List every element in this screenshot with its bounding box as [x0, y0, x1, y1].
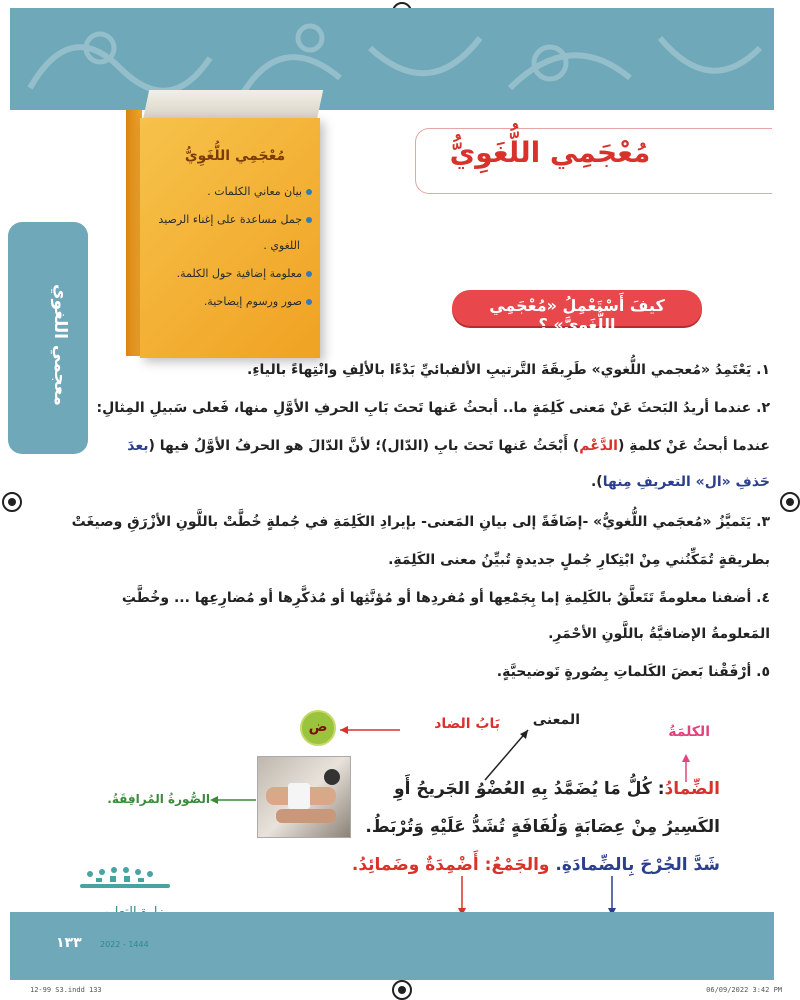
point-2c-end: ).: [590, 474, 603, 490]
book-item-text: بيان معاني الكلمات .: [207, 185, 302, 198]
page-number: ١٣٣: [56, 935, 82, 951]
definition-line-2: الكَسِيرُ مِنْ عِصَابَةٍ وَلُفَافَةٍ تُشَدُّ عَلَيْهِ وَتُرْبَطُ.: [365, 817, 720, 837]
registration-mark-left: [2, 492, 22, 512]
word-label: الكلمَةُ: [668, 724, 710, 740]
bandage-hands-icon: [258, 757, 350, 837]
point-2b: [30, 432, 770, 460]
point-2b-start: عندما أبحثُ عَنْ كلمةِ (: [617, 438, 770, 454]
section-heading: كيفَ أَسْتَعْمِلُ «مُعْجَمِي اللُّغَوِيَّ» ؟: [489, 296, 665, 334]
point-5: ٥. أرْفَقْنا بَعضَ الكَلماتِ بِصُورةٍ تَوضيحيَّةٍ.: [496, 664, 770, 680]
point-2b-note: بعدَ: [127, 438, 149, 454]
book-item: [150, 238, 312, 254]
calligraphy-pattern-icon: [10, 8, 774, 110]
point-3b: بطريقةٍ تُمَكِّنُني مِنْ ابْتِكارِ جُملٍ جديدةٍ تُبيِّنُ معنى الكَلِمَةِ.: [388, 552, 770, 568]
book-pages: [143, 90, 323, 120]
bullet-icon: [306, 189, 312, 195]
book-title: مُعْجَمِي اللُّغَوِيُّ: [184, 148, 286, 164]
page-title: مُعْجَمِي اللُّغَوِيُّ: [449, 136, 651, 169]
point-2b-mid: ) أَبْحَثُ عَنها تَحتَ بابِ (الدّال)؛ لأنَّ الدّالَ هو الحرفُ الأوَّلُ فيها (: [148, 438, 580, 454]
point-2a: ٢. عندما أريدُ البَحثَ عَنْ مَعنى كَلِمَةٍ ما.. أبحثُ عَنها تَحتَ بَابِ الحرفِ الأوَّلِ منها، فَعلى سَبيلِ المِثالِ:: [96, 400, 770, 416]
definition-text-1: : كُلُّ مَا يُضَمَّدُ بِهِ العُضْوُ الجَريحُ أَوِ: [394, 779, 665, 799]
book-item: [150, 266, 312, 282]
point-3a: ٣. يَتَميَّزُ «مُعجَمي اللُّغويُّ» -إضَافَةً إلى بيانِ المَعنى- بإيرادِ الكَلِمَةِ في جُملةٍ خُطَّتْ باللَّونِ الأزْرَقِ وصيغَتْ: [71, 514, 770, 530]
header-band: [10, 8, 774, 110]
point-2c: [30, 468, 770, 496]
registration-mark-bottom: [392, 980, 412, 1000]
definition-line-1: [350, 772, 720, 806]
book-item-text: جمل مساعدة على إغناء الرصيد: [158, 213, 302, 226]
definition-word: الضِّمادُ: [664, 779, 720, 799]
extra-info: والجَمْعُ: أَضْمِدَةٌ وضَمائِدُ.: [351, 855, 550, 875]
registration-mark-right: [780, 492, 800, 512]
bab-label: بَابُ الضاد: [434, 716, 500, 732]
illustration-image: [257, 756, 351, 838]
book-item-text: معلومة إضافية حول الكلمة.: [176, 267, 302, 280]
letter-circle: ض: [300, 710, 336, 746]
slug-left: 12-99 S3.indd 133: [30, 986, 102, 994]
example-sentence: شَدَّ الجُرْحَ بِالضِّمادَةِ.: [555, 855, 720, 875]
point-4a: ٤. أضفنا معلومةً تَتَعلَّقُ بالكَلِمةِ إما بِجَمْعِها أو مُفردِها أو مُؤنَّثِها أو مُذكَّرِها أو مُضارِعِها ... وخُطَّتِ: [121, 590, 770, 606]
point-1: ١. يَعْتَمِدُ «مُعجمي اللُّغوي» طَرِيقَةَ التَّرتيبِ الألفبائيِّ بَدْءًا بالألِفِ وانْتِهاءً بالياءِ.: [247, 362, 770, 378]
bullet-icon: [306, 299, 312, 305]
book-item: [150, 212, 312, 228]
bullet-icon: [306, 271, 312, 277]
book-item-text: صور ورسوم إيضاحية.: [203, 295, 302, 308]
book-item-text: اللغوي .: [263, 239, 300, 252]
example-sentence-line: [350, 848, 720, 882]
book-item: [150, 184, 312, 200]
point-2b-word: الدَّعْم: [579, 438, 618, 454]
ministry-year: 2022 - 1444: [100, 940, 149, 949]
ministry-logo-icon: [70, 862, 180, 898]
image-label: الصُّورةُ المُرافِقَةُ.: [107, 792, 210, 806]
point-4b: المَعلومةُ الإضافيَّةُ باللَّونِ الأحْمَرِ.: [548, 626, 770, 642]
bullet-icon: [306, 217, 312, 223]
point-2c-note: حَذفِ «ال» التعريفِ مِنها: [602, 474, 770, 490]
book-item: [150, 294, 312, 310]
slug-right: 06/09/2022 3:42 PM: [706, 986, 782, 994]
side-tab-label: معجمي اللغوي: [50, 284, 70, 406]
meaning-label: المعنى: [532, 712, 580, 728]
